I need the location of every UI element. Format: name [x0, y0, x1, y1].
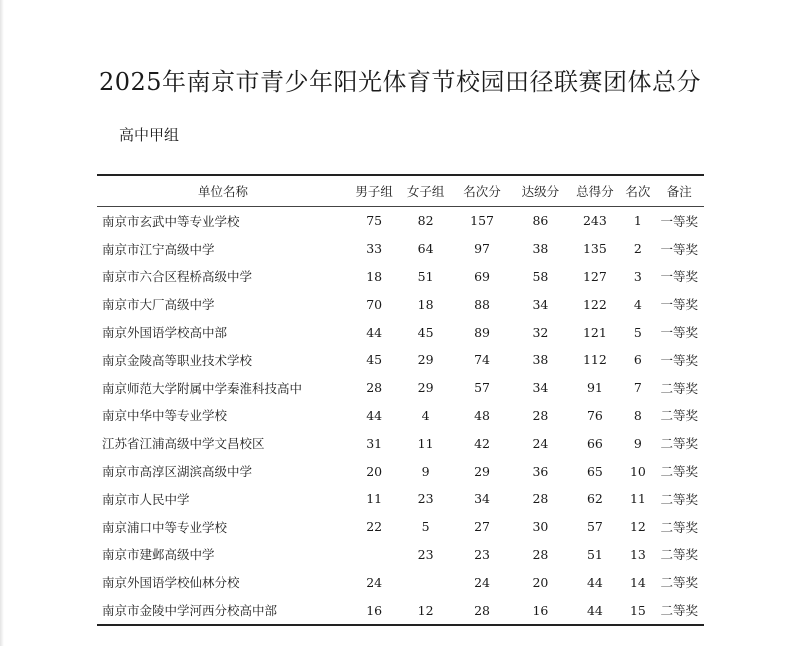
- cell-standard-points: 30: [532, 519, 549, 535]
- cell-note: 二等奖: [660, 547, 699, 563]
- cell-rank-points: 48: [474, 407, 490, 423]
- table-header-row: [97, 175, 704, 207]
- cell-boys: 11: [366, 491, 383, 507]
- cell-rank-points: 24: [474, 574, 490, 590]
- cell-note: 二等奖: [660, 408, 699, 424]
- cell-rank-points: 74: [474, 352, 490, 368]
- header-note: 备注: [666, 184, 692, 199]
- cell-standard-points: 28: [532, 407, 549, 423]
- cell-rank: 8: [633, 407, 642, 423]
- cell-total: 135: [582, 241, 607, 257]
- cell-total: 44: [586, 574, 603, 590]
- group-label: 高中甲组: [119, 126, 180, 144]
- cell-name: 南京外国语学校仙林分校: [102, 575, 240, 591]
- header-total: 总得分: [576, 184, 614, 199]
- cell-standard-points: 16: [532, 602, 549, 618]
- cell-rank: 2: [633, 241, 642, 257]
- cell-rank-points: 27: [474, 519, 490, 535]
- cell-name: 南京中华中等专业学校: [102, 408, 228, 424]
- cell-girls: [399, 568, 451, 596]
- cell-rank-points: 42: [474, 435, 490, 451]
- cell-total: 91: [586, 380, 603, 396]
- cell-rank-points: 89: [474, 324, 490, 340]
- table-row: [97, 207, 704, 235]
- cell-name: 南京师范大学附属中学秦淮科技高中: [102, 380, 303, 396]
- cell-boys: [349, 541, 400, 569]
- cell-name: 南京金陵高等职业技术学校: [102, 352, 253, 368]
- cell-standard-points: 20: [532, 574, 549, 590]
- cell-rank-points: 57: [474, 380, 490, 396]
- cell-rank-points: 29: [474, 463, 490, 479]
- cell-girls: 9: [421, 463, 430, 479]
- cell-name: 南京外国语学校高中部: [102, 325, 228, 341]
- cell-total: 66: [586, 435, 603, 451]
- cell-note: 一等奖: [660, 297, 699, 313]
- cell-note: 二等奖: [660, 464, 699, 480]
- table-row: [97, 568, 704, 596]
- cell-girls: 29: [417, 380, 434, 396]
- cell-girls: 12: [417, 602, 434, 618]
- header-girls: 女子组: [406, 184, 445, 199]
- team-score-table: [97, 174, 704, 626]
- cell-boys: 70: [366, 296, 383, 312]
- cell-rank: 4: [633, 296, 642, 312]
- cell-note: 一等奖: [660, 325, 699, 341]
- cell-boys: 18: [366, 268, 383, 284]
- cell-note: 一等奖: [660, 352, 699, 368]
- cell-standard-points: 38: [532, 352, 549, 368]
- cell-girls: 45: [417, 324, 434, 340]
- cell-name: 南京市六合区程桥高级中学: [102, 269, 253, 285]
- cell-name: 江苏省江浦高级中学文昌校区: [102, 436, 265, 452]
- table-row: [97, 513, 704, 541]
- cell-rank-points: 157: [470, 213, 494, 229]
- cell-rank: 14: [629, 574, 646, 590]
- header-boys: 男子组: [355, 184, 393, 199]
- table-row: [97, 596, 704, 625]
- cell-rank: 12: [629, 519, 646, 535]
- cell-note: 二等奖: [660, 603, 699, 619]
- cell-rank: 9: [633, 435, 642, 451]
- cell-girls: 23: [417, 491, 434, 507]
- cell-standard-points: 86: [532, 213, 549, 229]
- cell-name: 南京市人民中学: [102, 491, 190, 507]
- table-row: [97, 235, 704, 263]
- cell-total: 121: [582, 324, 607, 340]
- cell-name: 南京浦口中等专业学校: [102, 519, 228, 535]
- cell-rank: 13: [629, 546, 646, 562]
- cell-rank-points: 28: [474, 602, 490, 618]
- cell-note: 二等奖: [660, 380, 699, 396]
- cell-rank-points: 34: [474, 491, 490, 507]
- cell-standard-points: 34: [532, 380, 549, 396]
- cell-total: 76: [586, 407, 603, 423]
- cell-total: 57: [586, 519, 603, 535]
- cell-girls: 18: [417, 296, 434, 312]
- table-row: [97, 346, 704, 374]
- cell-rank: 3: [633, 268, 642, 284]
- cell-girls: 64: [417, 241, 434, 257]
- cell-note: 二等奖: [660, 575, 699, 591]
- header-rank: 名次: [625, 184, 651, 199]
- cell-total: 51: [586, 546, 603, 562]
- cell-rank: 6: [633, 352, 642, 368]
- cell-girls: 82: [417, 213, 434, 229]
- cell-boys: 28: [366, 380, 383, 396]
- table-row: [97, 318, 704, 346]
- table-row: [97, 374, 704, 402]
- table-row: [97, 290, 704, 318]
- cell-boys: 31: [366, 435, 383, 451]
- cell-total: 65: [586, 463, 603, 479]
- cell-name: 南京市高淳区湖滨高级中学: [102, 464, 253, 480]
- header-standard-points: 达级分: [521, 184, 560, 199]
- cell-rank-points: 69: [474, 268, 490, 284]
- cell-boys: 44: [366, 407, 383, 423]
- cell-standard-points: 28: [532, 491, 549, 507]
- cell-standard-points: 34: [532, 296, 549, 312]
- cell-rank: 7: [633, 380, 642, 396]
- table-body: [97, 207, 704, 625]
- cell-note: 二等奖: [660, 491, 699, 507]
- cell-standard-points: 24: [532, 435, 549, 451]
- cell-note: 二等奖: [660, 436, 699, 452]
- cell-girls: 5: [421, 519, 430, 535]
- table-row: [97, 485, 704, 513]
- cell-note: 二等奖: [660, 519, 699, 535]
- cell-girls: 23: [417, 546, 434, 562]
- cell-total: 243: [582, 213, 607, 229]
- cell-total: 127: [582, 268, 607, 284]
- cell-standard-points: 58: [532, 268, 549, 284]
- cell-name: 南京市玄武中等专业学校: [102, 213, 240, 229]
- cell-note: 一等奖: [660, 241, 699, 257]
- header-rank-points: 名次分: [463, 184, 501, 199]
- cell-total: 62: [586, 491, 603, 507]
- table-row: [97, 429, 704, 457]
- cell-boys: 20: [366, 463, 383, 479]
- cell-total: 44: [586, 602, 603, 618]
- cell-boys: 33: [366, 241, 383, 257]
- cell-rank-points: 97: [474, 241, 490, 257]
- cell-rank: 1: [633, 213, 642, 229]
- cell-rank: 15: [629, 602, 646, 618]
- cell-girls: 11: [417, 435, 434, 451]
- cell-total: 122: [582, 296, 607, 312]
- cell-boys: 22: [366, 519, 383, 535]
- cell-standard-points: 36: [532, 463, 549, 479]
- table-row: [97, 457, 704, 485]
- cell-boys: 44: [366, 324, 383, 340]
- cell-name: 南京市江宁高级中学: [102, 241, 215, 257]
- table-row: [97, 541, 704, 569]
- cell-boys: 16: [366, 602, 383, 618]
- document-title: 2025年南京市青少年阳光体育节校园田径联赛团体总分: [98, 68, 702, 96]
- cell-rank: 10: [629, 463, 646, 479]
- table-row: [97, 402, 704, 430]
- cell-rank-points: 23: [474, 546, 490, 562]
- cell-rank: 5: [633, 324, 642, 340]
- cell-total: 112: [582, 352, 607, 368]
- cell-standard-points: 32: [532, 324, 549, 340]
- cell-note: 一等奖: [660, 213, 699, 229]
- cell-standard-points: 38: [532, 241, 549, 257]
- cell-boys: 75: [366, 213, 383, 229]
- cell-boys: 24: [366, 574, 383, 590]
- cell-boys: 45: [366, 352, 383, 368]
- cell-standard-points: 28: [532, 546, 549, 562]
- cell-rank-points: 88: [474, 296, 490, 312]
- cell-girls: 4: [421, 407, 430, 423]
- cell-rank: 11: [629, 491, 646, 507]
- cell-name: 南京市建邺高级中学: [102, 547, 215, 563]
- header-name: 单位名称: [197, 184, 248, 199]
- cell-girls: 29: [417, 352, 434, 368]
- cell-girls: 51: [417, 268, 434, 284]
- table-row: [97, 263, 704, 291]
- cell-note: 一等奖: [660, 269, 699, 285]
- cell-name: 南京市金陵中学河西分校高中部: [102, 603, 278, 619]
- cell-name: 南京市大厂高级中学: [102, 297, 215, 313]
